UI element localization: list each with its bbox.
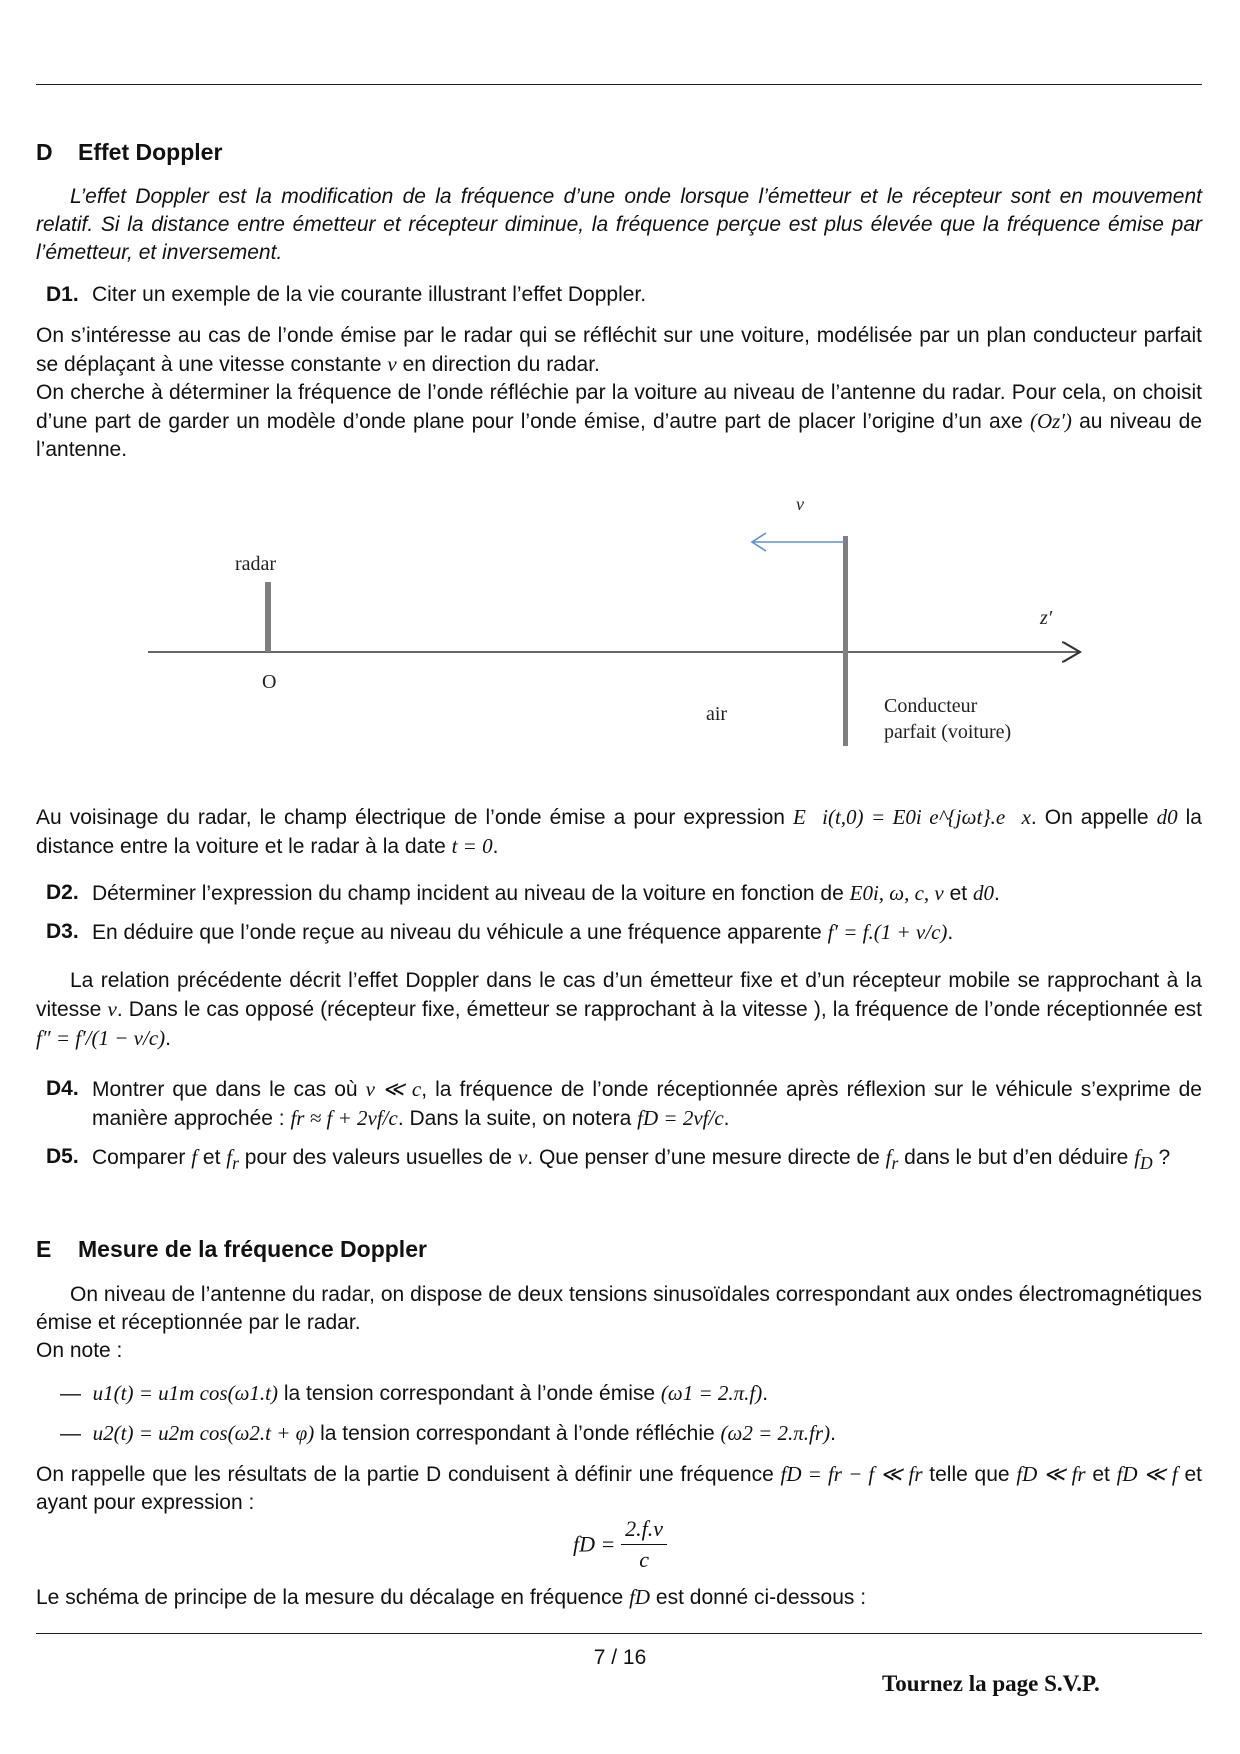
question-d4-fd: fD = 2vf/c <box>637 1106 724 1130</box>
question-d5-fr: $f_r$ <box>226 1145 239 1174</box>
axis-label: z′ <box>1040 607 1053 629</box>
question-d5-a: Comparer <box>92 1146 186 1169</box>
relation-expression: f″ = f′/(1 − v/c) <box>36 1026 166 1050</box>
field-text-a: Au voisinage du radar, le champ électrique de l’onde émise a pour expression <box>36 806 785 829</box>
question-d4-condition: v ≪ c <box>365 1077 422 1101</box>
recall-text-d: et ayant pour expression : <box>36 1463 1202 1514</box>
question-d5-fd: $f_D$ <box>1134 1145 1153 1174</box>
recall-text-b: telle que <box>929 1463 1010 1486</box>
doppler-figure <box>0 480 1240 780</box>
radar-antenna <box>265 582 271 652</box>
voltage-item-2-text: la tension correspondant à l’onde réfléchie <box>320 1422 715 1445</box>
recall-text-a: On rappelle que les résultats de la partie D conduisent à définir une fréquence <box>36 1463 774 1486</box>
context-paragraph <box>36 322 1202 464</box>
origin-label: O <box>262 671 277 693</box>
question-d5-b: et <box>202 1146 221 1169</box>
voltage-item-1-expr: u1(t) = u1m cos(ω1.t) <box>92 1381 278 1405</box>
question-d5-label: D5. <box>46 1145 79 1168</box>
schema-text-b: est donné ci-dessous : <box>655 1586 867 1609</box>
section-e-heading <box>36 1235 427 1263</box>
question-d3-text: En déduire que l’onde reçue au niveau du véhicule a une fréquence apparente f′ = f.(1 + v/c). <box>92 920 954 944</box>
formula-fraction <box>621 1514 667 1575</box>
question-d2-label: D2. <box>46 881 79 904</box>
question-d4-label: D4. <box>46 1077 79 1100</box>
voltage-item-2-expr: u2(t) = u2m cos(ω2.t + φ) <box>92 1421 315 1445</box>
formula-lhs: fD = <box>572 1531 616 1557</box>
voltage-item-1-paren: (ω1 = 2.π.f) <box>660 1381 763 1405</box>
section-d-title: Effet Doppler <box>78 139 223 165</box>
question-d5-v: v <box>517 1145 528 1169</box>
radar-label: radar <box>235 553 277 575</box>
question-d2 <box>46 879 1202 908</box>
context-text-c: On cherche à déterminer la fréquence de l’onde réfléchie par la voiture au niveau de l’antenne du radar. Pour cela, on choisit d’une part de garder un modèle d’onde plane pour l’onde émise, d’autre part de placer l’origine d’un axe <box>36 381 1202 433</box>
context-text-a: On s’intéresse au cas de l’onde émise par le radar qui se réfléchit sur une voiture, modélisée par un plan conducteur parfait se déplaçant à une vitesse constante <box>36 324 1202 376</box>
relation-text-b: . Dans le cas opposé (récepteur fixe, émetteur se rapprochant à la vitesse ), la fréquence de l’onde réceptionnée est <box>116 998 1202 1021</box>
question-d3-body: En déduire que l’onde reçue au niveau du véhicule a une fréquence apparente <box>92 921 822 944</box>
question-d5-c: pour des valeurs usuelles de <box>244 1146 513 1169</box>
schema-intro <box>36 1583 1202 1612</box>
question-d4 <box>46 1075 1202 1133</box>
schema-text-a: Le schéma de principe de la mesure du décalage en fréquence <box>36 1586 624 1609</box>
conductor-label-line1: Conducteur <box>884 695 978 717</box>
voltage-item-1-dash: — <box>60 1382 81 1405</box>
question-d4-approx: fr ≈ f + 2vf/c <box>290 1106 398 1130</box>
recall-paragraph <box>36 1460 1202 1517</box>
field-text-b: . On appelle <box>1030 806 1149 829</box>
question-d1-text: Citer un exemple de la vie courante illustrant l’effet Doppler. <box>92 283 647 306</box>
section-e-number: E <box>36 1236 52 1262</box>
section-d-number: D <box>36 139 53 165</box>
conductor-plane <box>843 536 848 746</box>
voltage-item-2-dash: — <box>60 1422 81 1445</box>
recall-condition-2: fD ≪ f <box>1116 1462 1178 1486</box>
question-d2-body: Déterminer l’expression du champ incident au niveau de la voiture en fonction de <box>92 882 844 905</box>
question-d2-text: Déterminer l’expression du champ incident au niveau de la voiture en fonction de E0i, ω, c, v et d0. <box>92 881 1000 905</box>
question-d5-e: dans le but d’en déduire <box>904 1146 1129 1169</box>
recall-and: et <box>1092 1463 1110 1486</box>
doppler-intro: L’effet Doppler est la modification de la fréquence d’une onde lorsque l’émetteur et le récepteur sont en mouvement relatif. Si la distance entre émetteur et récepteur diminue, la fréquence perçue est plus élevée que la fréquence émise par l’émetteur, et inversement. <box>36 185 1202 264</box>
context-text-d: au niveau de l’antenne. <box>36 410 1202 461</box>
question-d3-expr: f′ = f.(1 + v/c) <box>827 920 948 944</box>
section-e-title: Mesure de la fréquence Doppler <box>78 1236 427 1262</box>
context-text-b: en direction du radar. <box>402 353 600 376</box>
question-d4-body-c: . Dans la suite, on notera <box>397 1107 632 1130</box>
voltage-item-2-paren: (ω2 = 2.π.fr) <box>720 1421 831 1445</box>
section-e-note: On note : <box>36 1339 123 1362</box>
conductor-label-line2: parfait (voiture) <box>884 721 1012 743</box>
voltage-item-1-text: la tension correspondant à l’onde émise <box>283 1382 656 1405</box>
question-d3-label: D3. <box>46 920 79 943</box>
d0-symbol: d0 <box>1156 805 1178 829</box>
question-d4-body-b: , la fréquence de l’onde réceptionnée après réflexion sur le véhicule s’exprime de manière approchée : <box>92 1078 1202 1130</box>
field-text-c: la distance entre la voiture et le radar à la date <box>36 806 1202 858</box>
question-d5-f-end: ? <box>1158 1146 1171 1169</box>
question-d2-and: et <box>949 882 968 905</box>
top-rule <box>36 84 1202 85</box>
axis-symbol: (Oz′) <box>1029 409 1072 433</box>
question-d2-last: d0 <box>972 881 994 905</box>
doppler-relation-paragraph: La relation précédente décrit l’effet Doppler dans le cas d’un émetteur fixe et d’un récepteur mobile se rapprochant à la vitesse v. Dans le cas opposé (récepteur fixe, émetteur se rapprochant à la vitesse ), la fréquence de l’onde réceptionnée est f″ = f′/(1 − v/c). <box>36 969 1202 1050</box>
question-d5-fr2: $f_r$ <box>885 1145 899 1174</box>
field-paragraph: Au voisinage du radar, le champ électrique de l’onde émise a pour expression E⃗i(t,0) = E0i e^{jωt}.e⃗x. On appelle d0 la distance entre la voiture et le radar à la date t = 0. <box>36 805 1202 858</box>
question-d5 <box>46 1143 1202 1177</box>
relation-velocity: v <box>107 997 117 1021</box>
voltage-item-1: — u1(t) = u1m cos(ω1.t) la tension correspondant à l’onde émise (ω1 = 2.π.f). <box>60 1381 769 1405</box>
question-d5-text <box>92 1143 1202 1177</box>
question-d5-d: . Que penser d’une mesure directe de <box>527 1146 880 1169</box>
section-d-heading <box>36 138 222 166</box>
t0-symbol: t = 0 <box>451 834 493 858</box>
formula-denominator: c <box>639 1547 649 1572</box>
turn-page-note: Tournez la page S.V.P. <box>882 1671 1100 1696</box>
question-d2-vars: E0i, ω, c, v <box>849 881 944 905</box>
page-number: 7 / 16 <box>593 1646 647 1669</box>
recall-definition: fD = fr − f ≪ fr <box>780 1462 923 1486</box>
question-d4-body-a: Montrer que dans le cas où <box>92 1078 358 1101</box>
schema-fd: fD <box>629 1585 651 1609</box>
field-expression: E⃗i(t,0) = E0i e^{jωt}.e⃗x <box>792 805 1031 829</box>
question-d1 <box>46 281 1202 309</box>
velocity-label: v⃗ <box>796 494 818 514</box>
question-d4-text: Montrer que dans le cas où v ≪ c, la fréquence de l’onde réceptionnée après réflexion sur le véhicule s’exprime de manière approchée : fr ≈ f + 2vf/c. Dans la suite, on notera fD = 2vf/c. <box>92 1077 1202 1130</box>
question-d1-label: D1. <box>46 283 79 306</box>
air-label: air <box>706 703 728 725</box>
bottom-rule <box>36 1633 1202 1634</box>
section-e-intro: On niveau de l’antenne du radar, on dispose de deux tensions sinusoïdales correspondant aux ondes électromagnétiques émise et réceptionnée par le radar. <box>36 1283 1202 1334</box>
velocity-symbol: v <box>387 352 397 376</box>
doppler-formula <box>0 1514 1240 1575</box>
question-d5-f: f <box>191 1145 198 1169</box>
formula-numerator: 2.f.v <box>621 1514 667 1545</box>
voltage-item-2: — u2(t) = u2m cos(ω2.t + φ) la tension correspondant à l’onde réfléchie (ω2 = 2.π.fr). <box>60 1421 836 1445</box>
relation-text-a: La relation précédente décrit l’effet Doppler dans le cas d’un émetteur fixe et d’un récepteur mobile se rapprochant à la vitesse <box>36 969 1202 1021</box>
recall-condition-1: fD ≪ fr <box>1016 1462 1086 1486</box>
question-d3 <box>46 918 1202 947</box>
